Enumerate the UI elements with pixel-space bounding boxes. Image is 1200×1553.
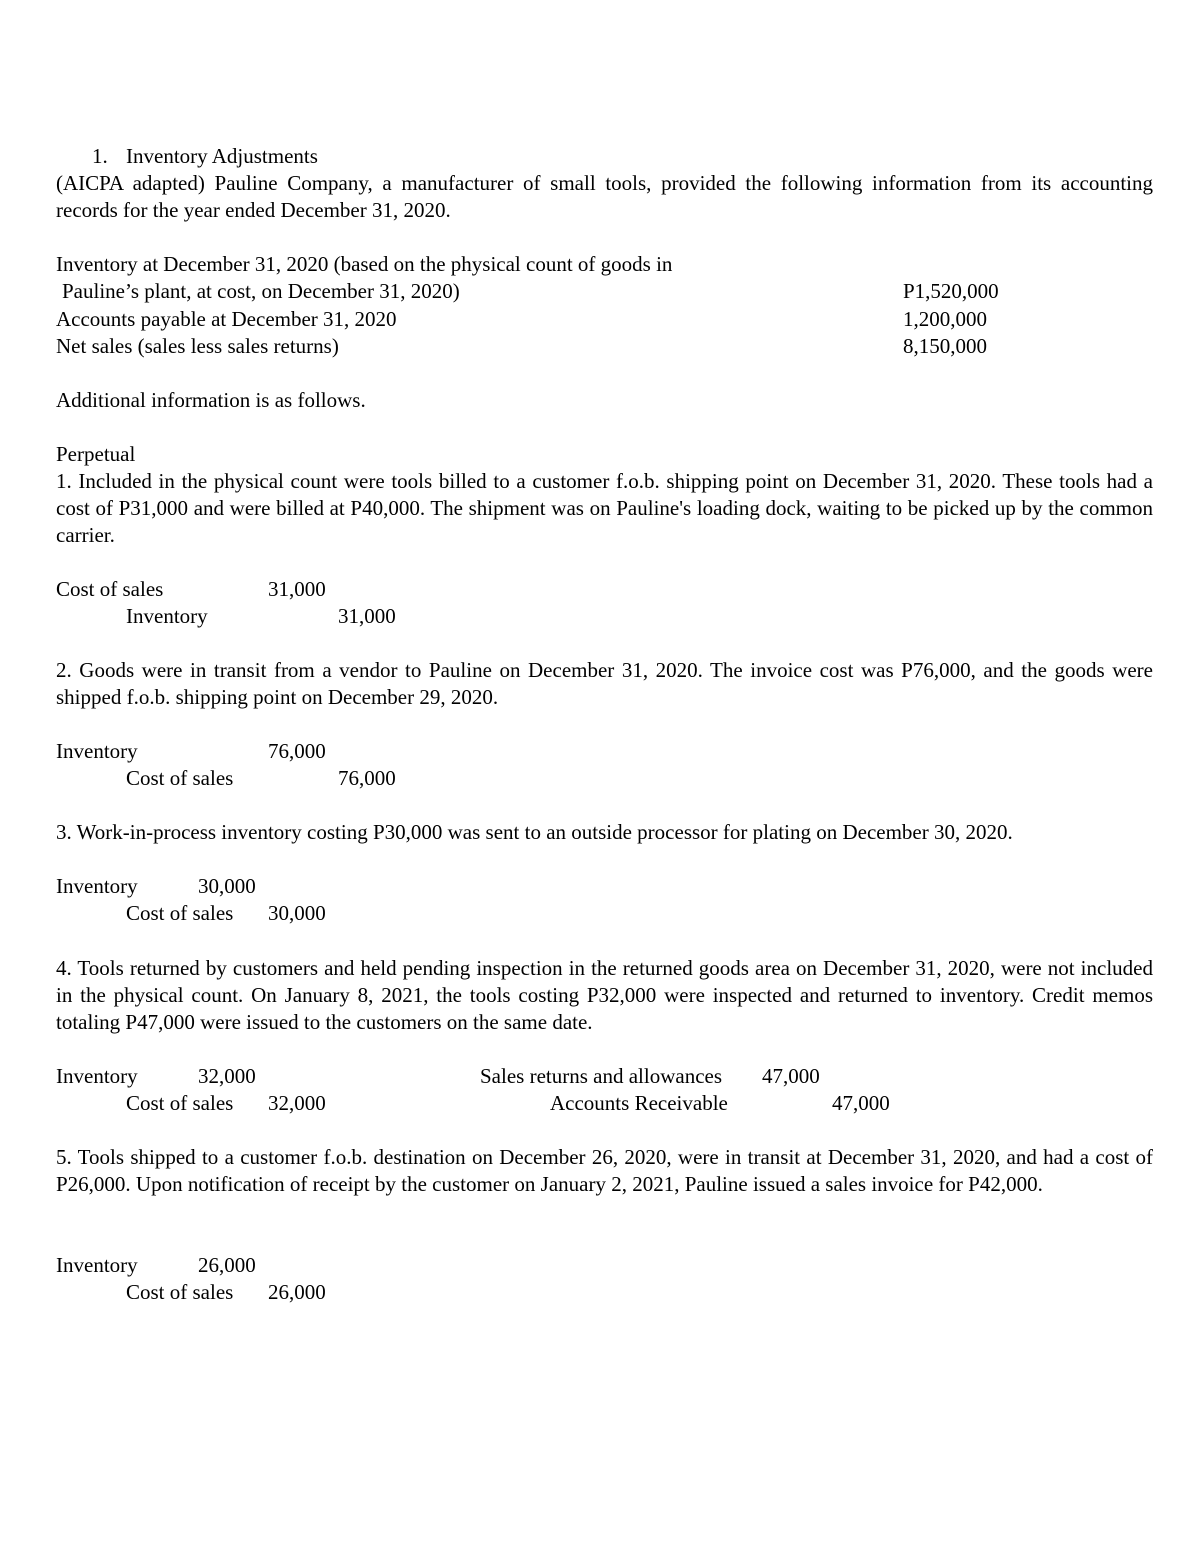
sales-label: Net sales (sales less sales returns) [56, 334, 339, 358]
item-3-text: 3. Work-in-process inventory costing P30,000 was sent to an outside processor for plating on December 30, 2020. [56, 820, 1013, 844]
inventory-label-line1: Inventory at December 31, 2020 (based on the physical count of goods in [56, 252, 673, 276]
item-4-debit-account: Inventory [56, 1064, 138, 1088]
sales-value: 8,150,000 [903, 334, 987, 358]
item-1-credit-amount: 31,000 [338, 604, 396, 628]
heading-number: 1. [92, 144, 108, 168]
item-5-debit-account: Inventory [56, 1253, 138, 1277]
item-3-credit-amount: 30,000 [268, 901, 326, 925]
item-4-debit-amount-2: 47,000 [762, 1064, 820, 1088]
inventory-label-line2: Pauline’s plant, at cost, on December 31, 2020) [62, 279, 460, 303]
additional-info: Additional information is as follows. [56, 388, 366, 412]
item-2-debit-account: Inventory [56, 739, 138, 763]
payable-label: Accounts payable at December 31, 2020 [56, 307, 397, 331]
item-4-credit-amount-2: 47,000 [832, 1091, 890, 1115]
method-label: Perpetual [56, 442, 136, 466]
intro-paragraph: (AICPA adapted) Pauline Company, a manufacturer of small tools, provided the following information from its accounting records for the year ended December 31, 2020. [56, 171, 1153, 222]
item-1-debit-account: Cost of sales [56, 577, 164, 601]
item-5-credit-amount: 26,000 [268, 1280, 326, 1304]
item-4-debit-amount: 32,000 [198, 1064, 256, 1088]
item-4-credit-amount: 32,000 [268, 1091, 326, 1115]
item-5-debit-amount: 26,000 [198, 1253, 256, 1277]
item-4-text: 4. Tools returned by customers and held pending inspection in the returned goods area on December 31, 2020, were not included in the physical count. On January 8, 2021, the tools costing P32,000 were inspected and returned to inventory. Credit memos totaling P47,000 were issued to the customers on the same date. [56, 956, 1153, 1034]
payable-value: 1,200,000 [903, 307, 987, 331]
item-1-debit-amount: 31,000 [268, 577, 326, 601]
item-3-credit-account: Cost of sales [126, 901, 234, 925]
inventory-value: P1,520,000 [903, 279, 999, 303]
item-4-credit-account-2: Accounts Receivable [550, 1091, 728, 1115]
heading-title: Inventory Adjustments [126, 144, 318, 168]
item-2-debit-amount: 76,000 [268, 739, 326, 763]
item-2-credit-account: Cost of sales [126, 766, 234, 790]
item-1-text: 1. Included in the physical count were tools billed to a customer f.o.b. shipping point on December 31, 2020. These tools had a cost of P31,000 and were billed at P40,000. The shipment was on Pauline's loading dock, waiting to be picked up by the common carrier. [56, 469, 1153, 547]
item-4-credit-account: Cost of sales [126, 1091, 234, 1115]
item-2-text: 2. Goods were in transit from a vendor to Pauline on December 31, 2020. The invoice cost was P76,000, and the goods were shipped f.o.b. shipping point on December 29, 2020. [56, 658, 1153, 709]
item-5-credit-account: Cost of sales [126, 1280, 234, 1304]
item-3-debit-account: Inventory [56, 874, 138, 898]
item-1-credit-account: Inventory [126, 604, 208, 628]
item-4-debit-account-2: Sales returns and allowances [480, 1064, 723, 1088]
item-3-debit-amount: 30,000 [198, 874, 256, 898]
item-2-credit-amount: 76,000 [338, 766, 396, 790]
item-5-text: 5. Tools shipped to a customer f.o.b. destination on December 26, 2020, were in transit at December 31, 2020, and had a cost of P26,000. Upon notification of receipt by the customer on January 2, 2021, Pauline issued a sales invoice for P42,000. [56, 1145, 1153, 1196]
